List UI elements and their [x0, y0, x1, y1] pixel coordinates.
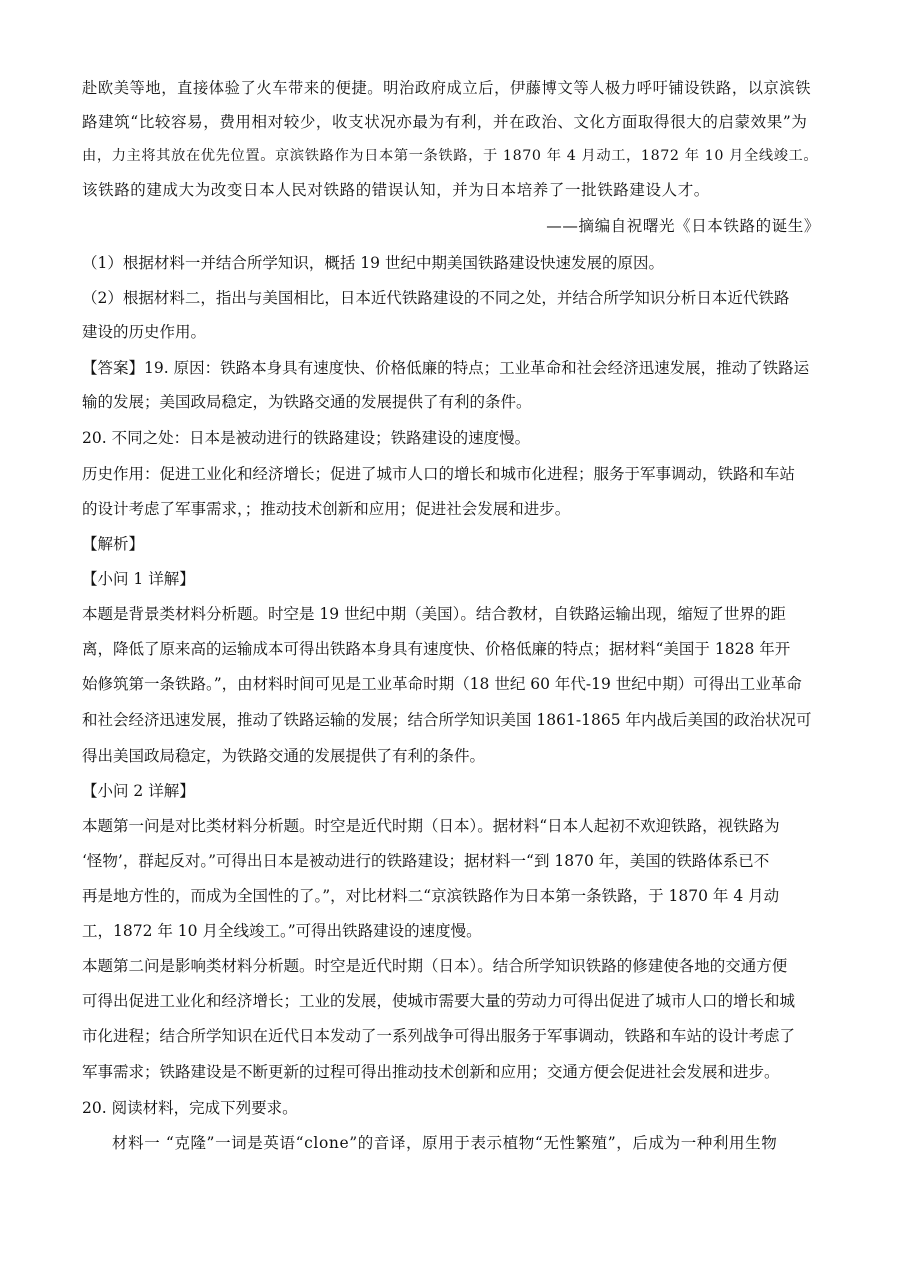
q2-body-line-4: 工，1872 年 10 月全线竣工。”可得出铁路建设的速度慢。 [82, 922, 482, 940]
material-two-line-3: 由，力主将其放在优先位置。京滨铁路作为日本第一条铁路，于 1870 年 4 月动工，1872 年 10 月全线竣工。 [82, 148, 819, 164]
q1-body-line-4: 和社会经济迅速发展，推动了铁路运输的发展；结合所学知识美国 1861-1865 年内战后美国的政治状况可 [82, 711, 812, 729]
answer-line-2: 输的发展；美国政局稳定，为铁路交通的发展提供了有利的条件。 [82, 393, 532, 411]
question-2-line-2: 建设的历史作用。 [82, 323, 207, 341]
q1-body-line-3: 始修筑第一条铁路。”，由材料时间可见是工业革命时期（18 世纪 60 年代-19 世纪中期）可得出工业革命 [82, 675, 802, 693]
q2-body-line-8: 军事需求；铁路建设是不断更新的过程可得出推动技术创新和应用；交通方便会促进社会发展和进步。 [82, 1063, 780, 1081]
q1-heading: 【小问 1 详解】 [82, 570, 195, 588]
answer-line-1: 【答案】19. 原因：铁路本身具有速度快、价格低廉的特点；工业革命和社会经济迅速发展，推动了铁路运 [82, 359, 810, 377]
answer-line-4: 历史作用：促进工业化和经济增长；促进了城市人口的增长和城市化进程；服务于军事调动，铁路和车站 [82, 465, 796, 483]
q2-body-line-6: 可得出促进工业化和经济增长；工业的发展，使城市需要大量的劳动力可得出促进了城市人口的增长和城 [82, 992, 796, 1010]
q2-body-line-7: 市化进程；结合所学知识在近代日本发动了一系列战争可得出服务于军事调动，铁路和车站的设计考虑了 [82, 1027, 796, 1045]
q1-body-line-1: 本题是背景类材料分析题。时空是 19 世纪中期（美国）。结合教材，自铁路运输出现，缩短了世界的距 [82, 605, 786, 623]
q2-body-line-3: 再是地方性的，而成为全国性的了。”，对比材料二“京滨铁路作为日本第一条铁路，于 1870 年 4 月动 [82, 887, 780, 905]
source-citation: ——摘编自祝曙光《日本铁路的诞生》 [546, 217, 820, 235]
q2-body-line-2: ‘怪物’，群起反对。”可得出日本是被动进行的铁路建设；据材料一“到 1870 年，美国的铁路体系已不 [82, 852, 770, 870]
q2-body-line-5: 本题第二问是影响类材料分析题。时空是近代时期（日本）。结合所学知识铁路的修建使各地的交通方便 [82, 957, 788, 975]
q1-body-line-5: 得出美国政局稳定，为铁路交通的发展提供了有利的条件。 [82, 747, 486, 765]
material-two-line-4: 该铁路的建成大为改变日本人民对铁路的错误认知，并为日本培养了一批铁路建设人才。 [82, 181, 710, 199]
question-20-stem: 20. 阅读材料，完成下列要求。 [82, 1099, 298, 1117]
question-20-material-1: 材料一 “克隆”一词是英语“clone”的音译，原用于表示植物“无性繁殖”，后成为一种利用生物 [112, 1134, 778, 1152]
analysis-heading: 【解析】 [82, 535, 145, 553]
material-two-line-1: 赴欧美等地，直接体验了火车带来的便捷。明治政府成立后，伊藤博文等人极力呼吁铺设铁路，以京滨铁 [82, 79, 812, 97]
q1-body-line-2: 离，降低了原来高的运输成本可得出铁路本身具有速度快、价格低廉的特点；据材料“美国于 1828 年开 [82, 640, 791, 658]
question-2-line-1: （2）根据材料二，指出与美国相比，日本近代铁路建设的不同之处，并结合所学知识分析日本近代铁路 [82, 289, 790, 307]
material-two-line-2: 路建筑“比较容易，费用相对较少，收支状况亦最为有利，并在政治、文化方面取得很大的启蒙效果”为 [82, 113, 808, 131]
question-1: （1）根据材料一并结合所学知识，概括 19 世纪中期美国铁路建设快速发展的原因。 [82, 254, 664, 272]
q2-body-line-1: 本题第一问是对比类材料分析题。时空是近代时期（日本）。据材料“日本人起初不欢迎铁路，视铁路为 [82, 817, 780, 835]
answer-line-5: 的设计考虑了军事需求，；推动技术创新和应用；促进社会发展和进步。 [82, 500, 571, 518]
answer-line-3: 20. 不同之处：日本是被动进行的铁路建设；铁路建设的速度慢。 [82, 429, 531, 447]
q2-heading: 【小问 2 详解】 [82, 782, 195, 800]
